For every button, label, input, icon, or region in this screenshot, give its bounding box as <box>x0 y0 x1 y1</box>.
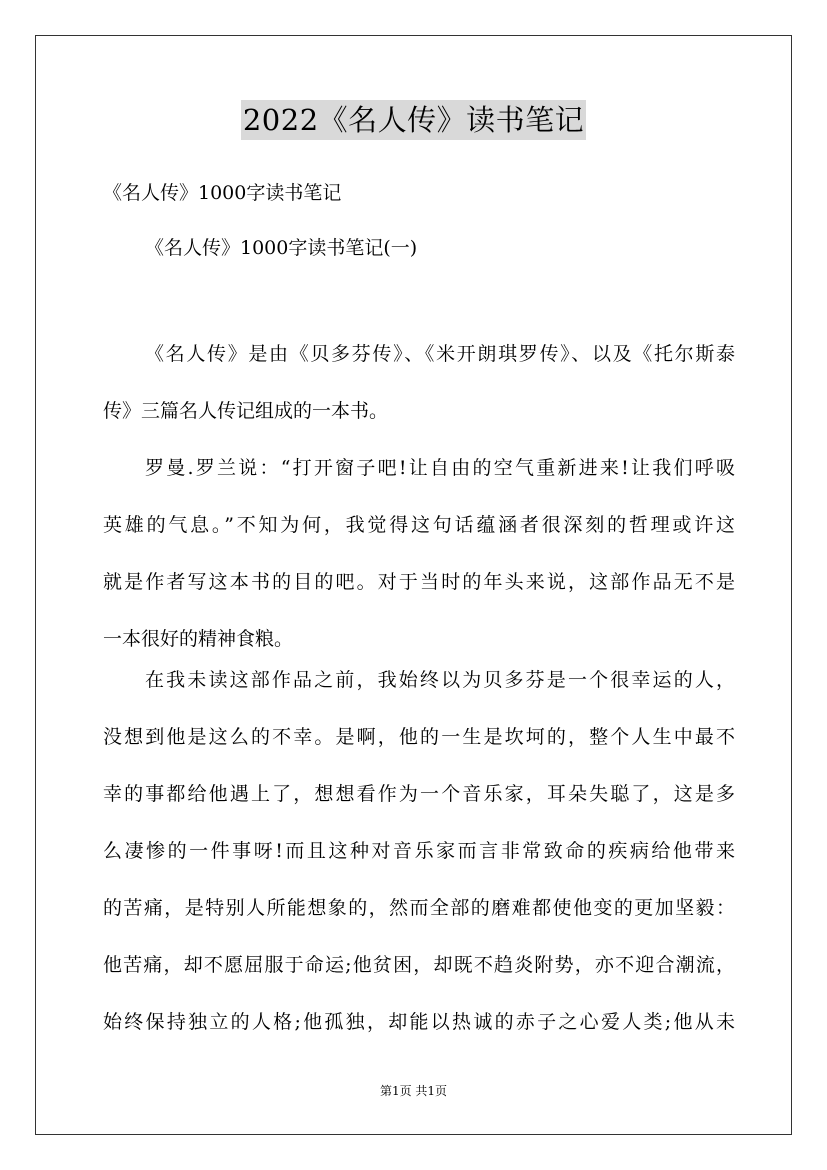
paragraph-line: 一本很好的精神食粮。 <box>103 628 294 650</box>
paragraph-line: 英雄的气息。”不知为何，我觉得这句话蕴涵者很深刻的哲理或许这 <box>103 514 735 536</box>
paragraph-2 <box>103 440 735 668</box>
paragraph-line: 在我未读这部作品之前，我始终以为贝多芬是一个很幸运的人， <box>145 669 735 691</box>
page-footer: 第1页 共1页 <box>379 1084 448 1098</box>
paragraph-line: 么凄惨的一件事呀!而且这种对音乐家而言非常致命的疾病给他带来 <box>103 840 735 862</box>
paragraph-1 <box>103 326 735 440</box>
paragraph-line: 传》三篇名人传记组成的一本书。 <box>103 400 389 422</box>
paragraph-line: 罗曼.罗兰说：“打开窗子吧!让自由的空气重新进来!让我们呼吸 <box>145 457 735 479</box>
paragraph-line: 没想到他是这么的不幸。是啊，他的一生是坎坷的，整个人生中最不 <box>103 726 735 748</box>
paragraph-3 <box>103 652 735 1051</box>
paragraph-line: 《名人传》是由《贝多芬传》、《米开朗琪罗传》、以及《托尔斯泰 <box>145 343 735 365</box>
paragraph-line: 始终保持独立的人格;他孤独，却能以热诚的赤子之心爱人类;他从未 <box>103 1011 735 1033</box>
paragraph-line: 幸的事都给他遇上了，想想看作为一个音乐家，耳朵失聪了，这是多 <box>103 783 735 805</box>
paragraph-line: 就是作者写这本书的目的吧。对于当时的年头来说，这部作品无不是 <box>103 571 735 593</box>
paragraph-line: 他苦痛，却不愿屈服于命运;他贫困，却既不趋炎附势，亦不迎合潮流， <box>103 954 735 976</box>
document-title: 2022《名人传》读书笔记 <box>241 100 586 140</box>
section-heading: 《名人传》1000字读书笔记(一) <box>145 237 418 259</box>
subtitle-heading: 《名人传》1000字读书笔记 <box>103 182 342 204</box>
title-container <box>0 100 827 140</box>
paragraph-line: 的苦痛，是特别人所能想象的，然而全部的磨难都使他变的更加坚毅： <box>103 897 735 919</box>
